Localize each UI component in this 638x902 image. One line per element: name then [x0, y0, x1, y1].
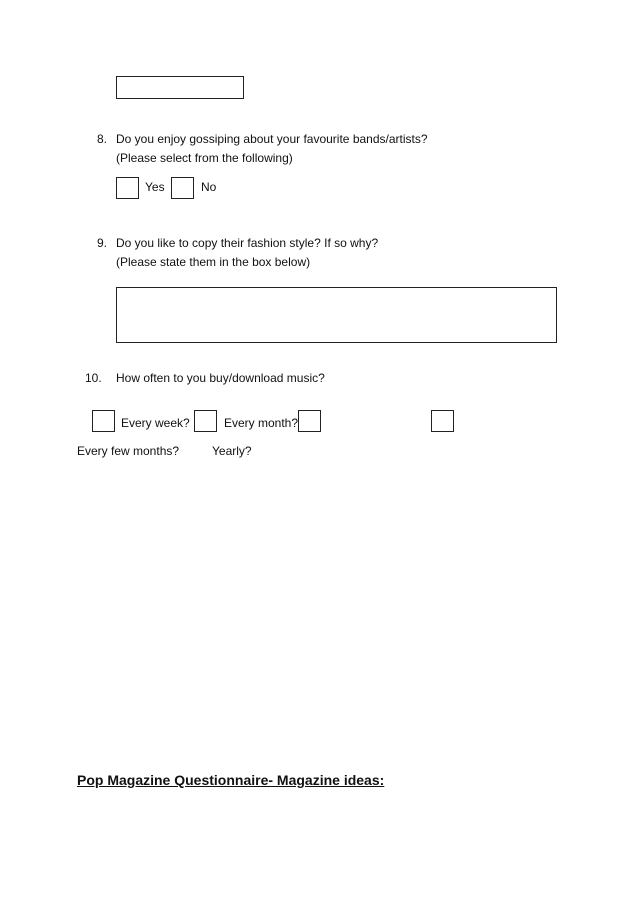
- q8-question: Do you enjoy gossiping about your favourite bands/artists?: [116, 132, 428, 146]
- previous-answer-box[interactable]: [116, 76, 244, 99]
- q8-instruction: (Please select from the following): [116, 151, 293, 165]
- q9-instruction: (Please state them in the box below): [116, 255, 311, 269]
- section-heading: Pop Magazine Questionnaire- Magazine ideas:: [77, 772, 385, 788]
- q8-yes-label: Yes: [145, 180, 165, 194]
- q9-question: Do you like to copy their fashion style? If so why?: [116, 236, 379, 250]
- q10-every-week-label: Every week?: [121, 416, 190, 430]
- q9-number: 9.: [96, 236, 107, 250]
- q9-answer-box[interactable]: [116, 287, 557, 343]
- q8-number: 8.: [96, 132, 107, 146]
- q10-yearly-checkbox[interactable]: [431, 410, 454, 432]
- q10-number: 10.: [85, 371, 102, 385]
- q10-every-few-months-checkbox[interactable]: [298, 410, 321, 432]
- q8-no-label: No: [201, 180, 217, 194]
- q8-no-checkbox[interactable]: [171, 177, 194, 199]
- q10-every-month-label: Every month?: [224, 416, 299, 430]
- q10-yearly-label: Yearly?: [212, 444, 252, 458]
- q10-every-month-checkbox[interactable]: [194, 410, 217, 432]
- q10-every-week-checkbox[interactable]: [92, 410, 115, 432]
- q8-yes-checkbox[interactable]: [116, 177, 139, 199]
- q10-question: How often to you buy/download music?: [116, 371, 325, 385]
- q10-every-few-months-label: Every few months?: [77, 444, 180, 458]
